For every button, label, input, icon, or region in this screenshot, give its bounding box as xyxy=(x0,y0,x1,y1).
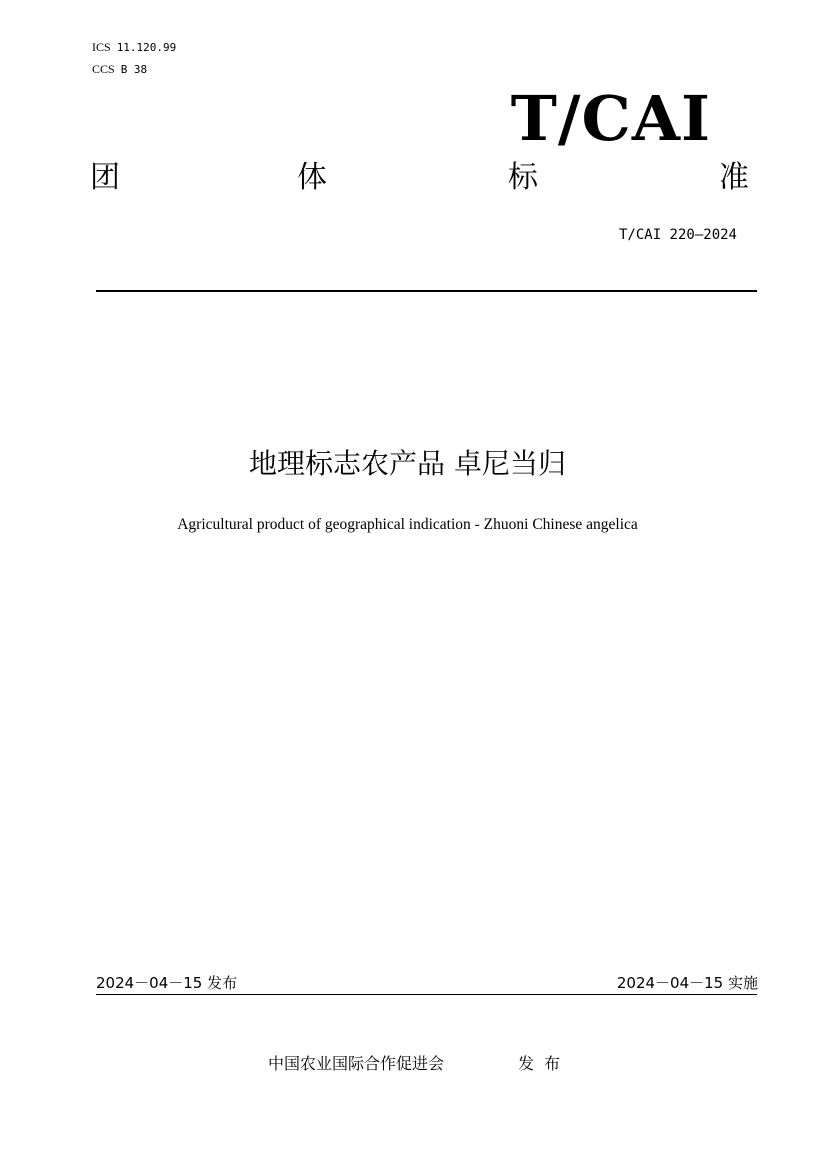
standard-code: T/CAI 220—2024 xyxy=(618,227,737,243)
bottom-divider xyxy=(96,994,757,995)
issuing-organization: 中国农业国际合作促进会 xyxy=(268,1054,445,1073)
issuing-action: 发布 xyxy=(518,1054,571,1073)
standard-type-char-2: 体 xyxy=(297,160,327,195)
implementation-date: 2024－04－15 实施 xyxy=(616,974,758,992)
standard-type-char-4: 准 xyxy=(719,160,749,195)
top-divider xyxy=(96,290,757,292)
ccs-line xyxy=(92,62,147,77)
ics-label: ICS xyxy=(92,40,111,54)
issue-date: 2024－04－15 发布 xyxy=(96,974,238,992)
ccs-value: B 38 xyxy=(120,63,148,76)
ics-value: 11.120.99 xyxy=(116,41,177,54)
document-title-chinese: 地理标志农产品 卓尼当归 xyxy=(249,447,566,480)
standard-logo: T/CAI xyxy=(510,82,711,155)
document-title-english: Agricultural product of geographical indication - Zhuoni Chinese angelica xyxy=(177,516,638,533)
standard-type-char-3: 标 xyxy=(508,160,538,195)
standard-type-char-1: 团 xyxy=(90,160,120,195)
ics-line xyxy=(92,40,176,55)
ccs-label: CCS xyxy=(92,62,115,76)
